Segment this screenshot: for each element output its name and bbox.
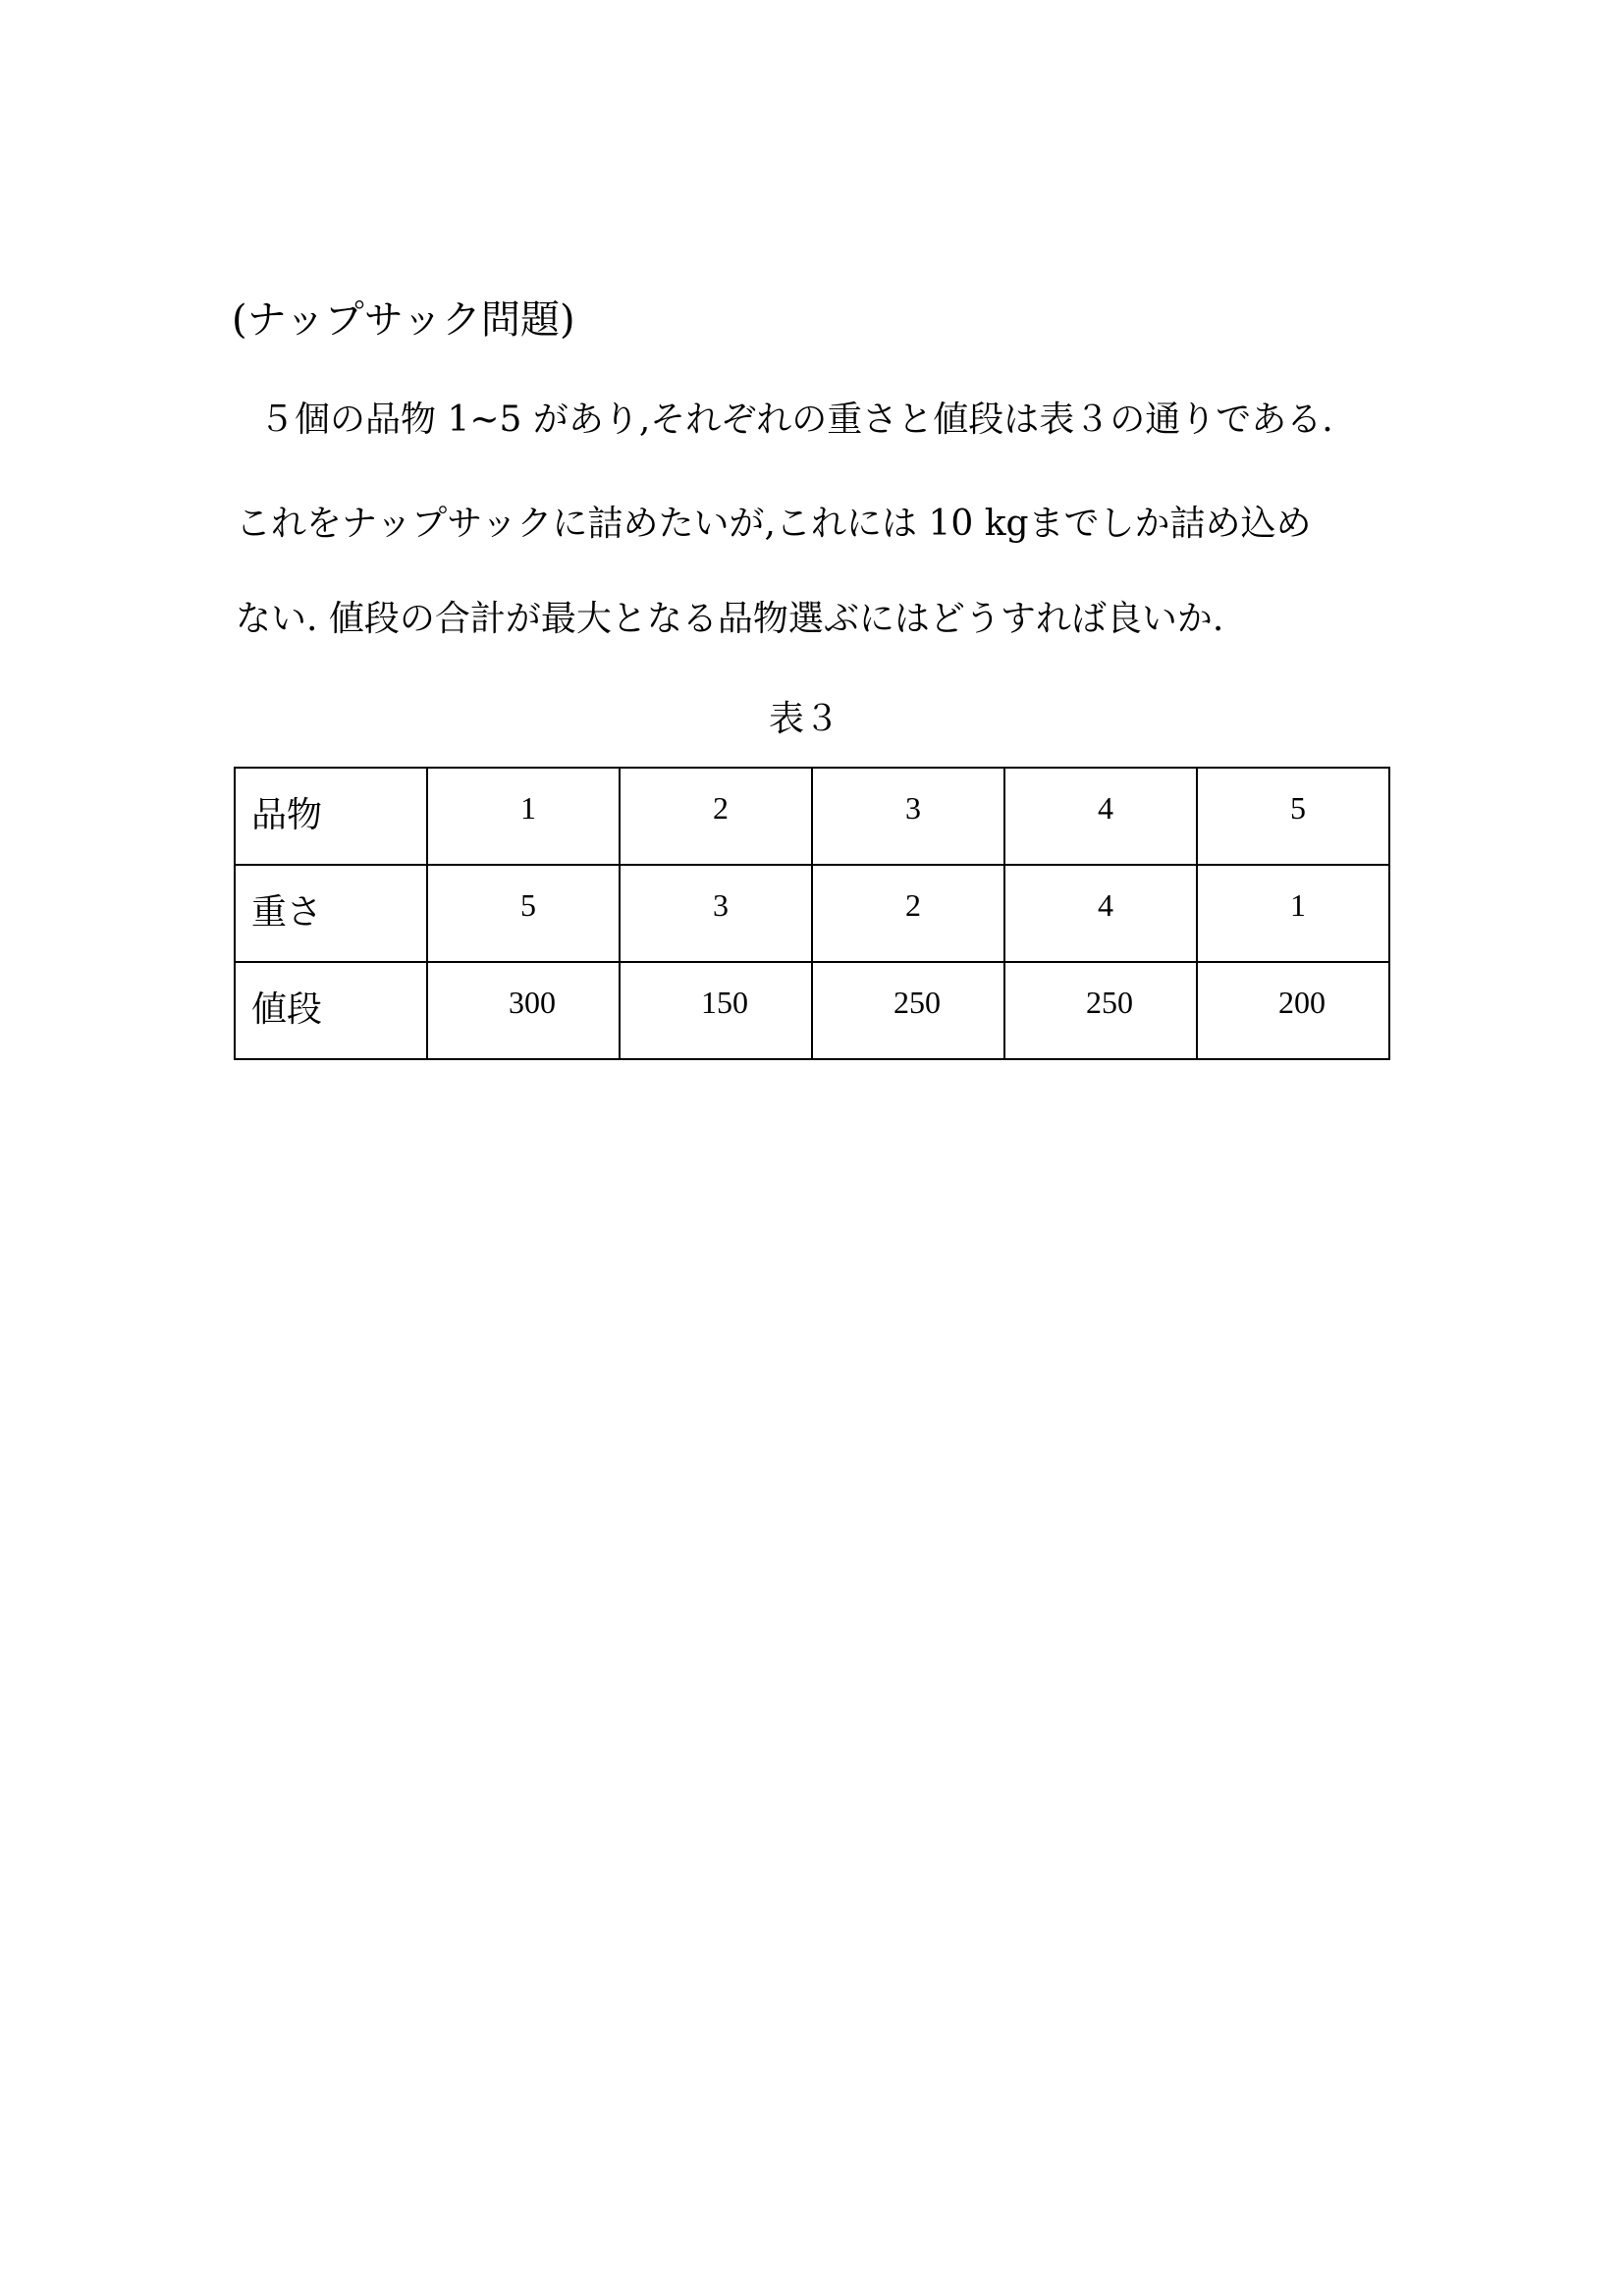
table-cell: 3	[812, 768, 1004, 865]
table-cell: 250	[1004, 962, 1197, 1059]
item-table	[234, 767, 1390, 1060]
row-header-weight: 重さ	[235, 865, 427, 962]
table-cell: 4	[1004, 768, 1197, 865]
table-cell: 5	[1197, 768, 1389, 865]
problem-text-line-3: ない. 値段の合計が最大となる品物選ぶにはどうすれば良いか.	[236, 599, 1224, 639]
table-cell: 250	[812, 962, 1004, 1059]
table-caption-text: 表３	[768, 699, 839, 739]
table-cell: 4	[1004, 865, 1197, 962]
problem-title: (ナップサック問題)	[232, 297, 575, 343]
table-row-price	[235, 962, 1389, 1059]
table-cell: 5	[427, 865, 620, 962]
table-cell: 300	[427, 962, 620, 1059]
table-cell: 3	[620, 865, 812, 962]
table-row-weight	[235, 865, 1389, 962]
problem-text-line-1: ５個の品物 1~5 があり,それぞれの重さと値段は表３の通りである.	[259, 400, 1333, 440]
problem-text-line-2: これをナップサックに詰めたいが,これには 10 kgまでしか詰め込め	[236, 504, 1312, 544]
table-cell: 2	[812, 865, 1004, 962]
table-cell: 150	[620, 962, 812, 1059]
row-header-price: 値段	[235, 962, 427, 1059]
table-cell: 1	[427, 768, 620, 865]
table-cell: 1	[1197, 865, 1389, 962]
table-cell: 200	[1197, 962, 1389, 1059]
table-cell: 2	[620, 768, 812, 865]
row-header-item: 品物	[235, 768, 427, 865]
table-caption	[0, 690, 1624, 749]
table-row-item	[235, 768, 1389, 865]
